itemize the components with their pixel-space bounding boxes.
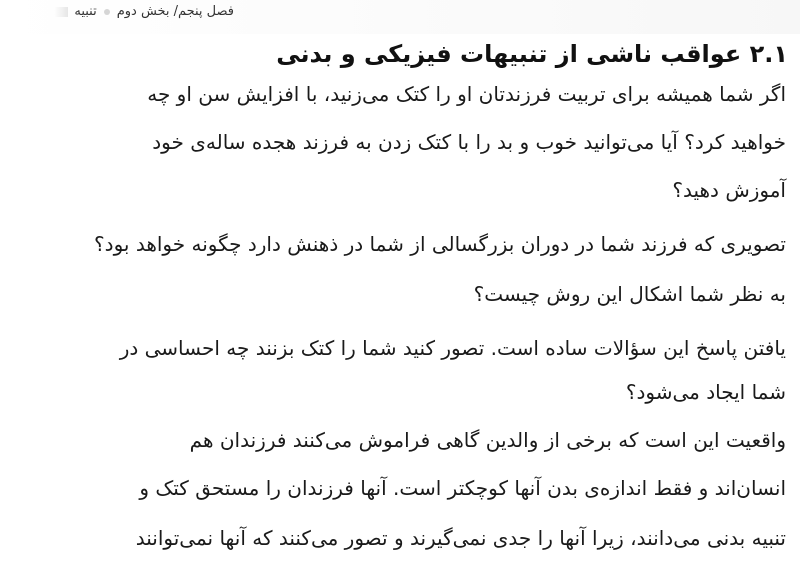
paragraph-2-line-2: به نظر شما اشکال این روش چیست؟: [473, 282, 786, 306]
header-part: بخش دوم: [116, 4, 170, 19]
header-fade-decoration: [54, 7, 68, 17]
paragraph-3-line-1: یافتن پاسخ این سؤالات ساده است. تصور کنید شما را کتک بزنند چه احساسی در: [119, 336, 786, 360]
header-chapter: فصل پنجم/: [173, 4, 234, 19]
section-title: ۲.۱ عواقب ناشی از تنبیهات فیزیکی و بدنی: [276, 40, 788, 68]
paragraph-1-line-1: اگر شما همیشه برای تربیت فرزندتان او را کتک می‌زنید، با افزایش سن او چه: [147, 82, 786, 106]
paragraph-3-line-2: شما ایجاد می‌شود؟: [625, 380, 786, 404]
running-header: [54, 4, 234, 19]
paragraph-4-line-3: تنبیه بدنی می‌دانند، زیرا آنها را جدی نمی‌گیرند و تصور می‌کنند که آنها نمی‌توانند: [135, 526, 786, 550]
header-section: تنبیه: [74, 4, 97, 19]
bullet-dot-icon: [104, 9, 110, 15]
paragraph-1-line-3: آموزش دهید؟: [672, 178, 786, 202]
paragraph-4-line-2: انسان‌اند و فقط اندازه‌ی بدن آنها کوچکتر است. آنها فرزندان را مستحق کتک و: [139, 476, 786, 500]
paragraph-2-line-1: تصویری که فرزند شما در دوران بزرگسالی از شما در ذهنش دارد چگونه خواهد بود؟: [94, 232, 786, 256]
paragraph-1-line-2: خواهید کرد؟ آیا می‌توانید خوب و بد را با کتک زدن به فرزند هجده ساله‌ی خود: [152, 130, 786, 154]
paragraph-4-line-1: واقعیت این است که برخی از والدین گاهی فراموش می‌کنند فرزندان هم: [189, 428, 786, 452]
